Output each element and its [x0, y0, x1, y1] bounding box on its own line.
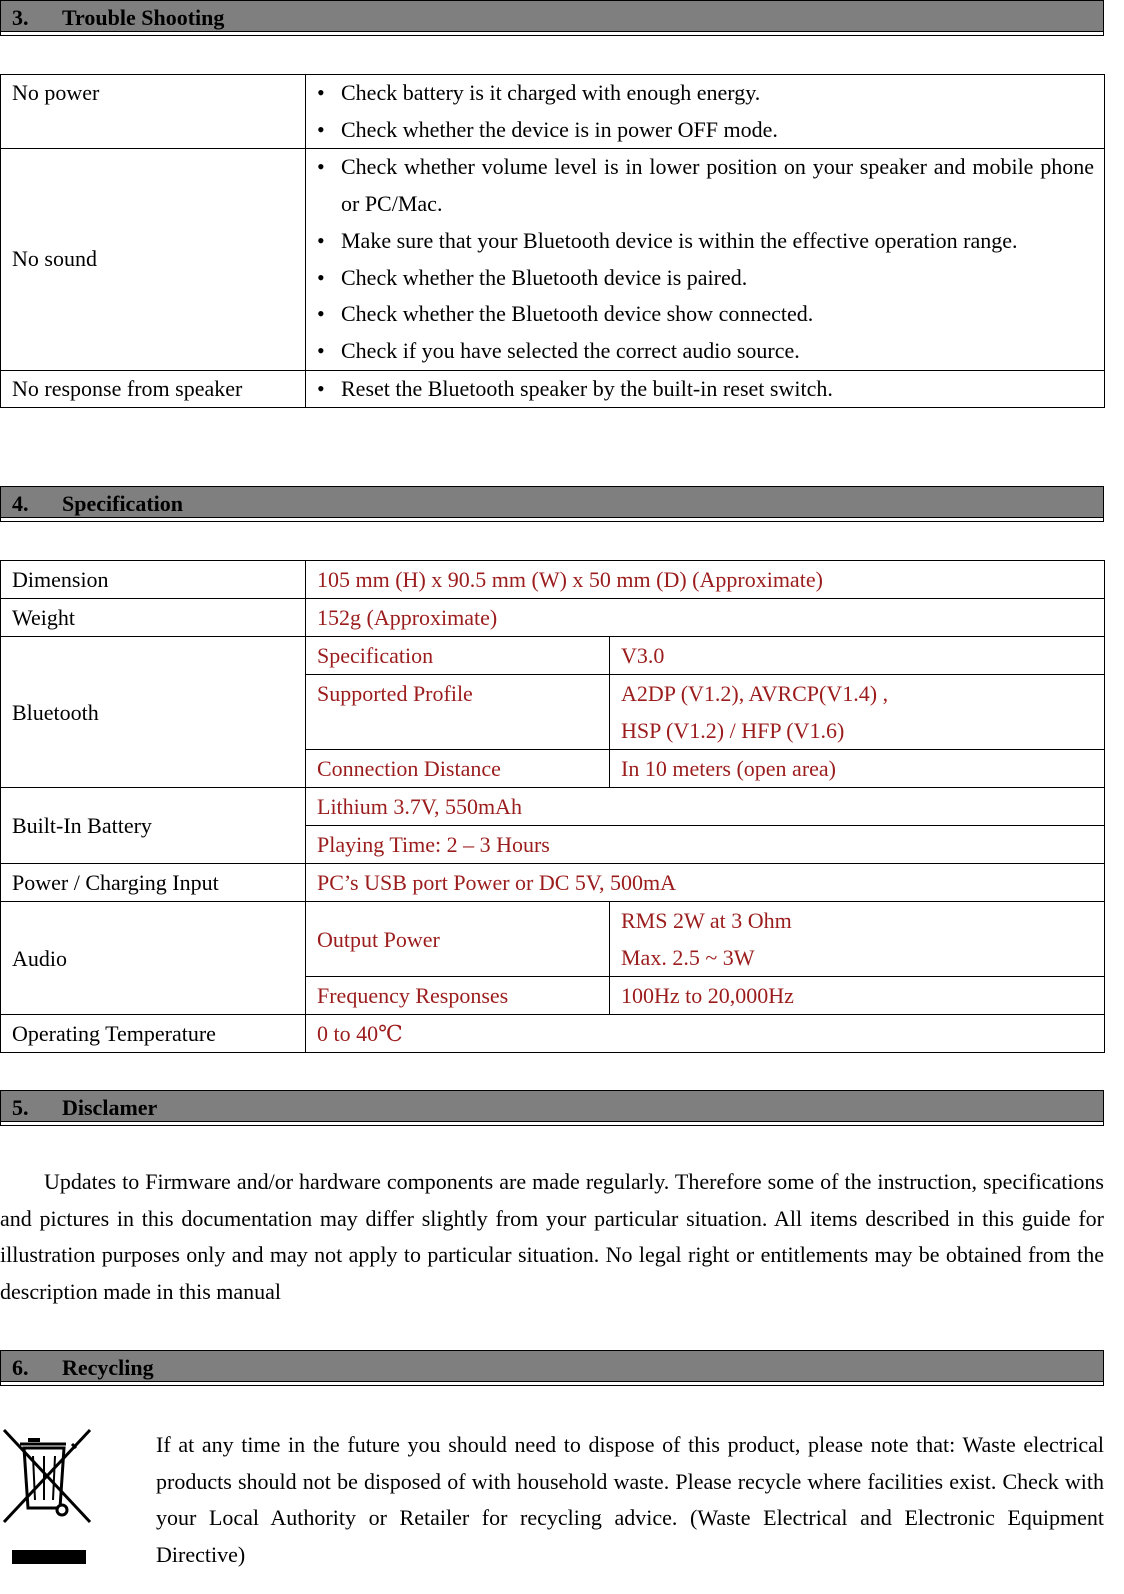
- spec-value: [610, 675, 1105, 750]
- bullet-icon: •: [317, 227, 325, 253]
- spec-sublabel: Frequency Responses: [306, 977, 610, 1015]
- spec-label: Bluetooth: [1, 637, 306, 788]
- spec-value-line: Max. 2.5 ~ 3W: [621, 945, 755, 970]
- spec-value-line: HSP (V1.2) / HFP (V1.6): [621, 718, 845, 743]
- solution-cell: [306, 149, 1105, 370]
- spec-label: Power / Charging Input: [1, 864, 306, 902]
- table-row: [1, 1015, 1105, 1053]
- section-title: Trouble Shooting: [62, 5, 225, 30]
- section-number: 6.: [12, 1355, 29, 1380]
- list-item: • Check whether the device is in power OFF mode.: [317, 112, 1094, 149]
- spec-value: In 10 meters (open area): [610, 750, 1105, 788]
- section-header-disclaimer: [0, 1090, 1104, 1126]
- spec-sublabel: Connection Distance: [306, 750, 610, 788]
- solution-cell: [306, 75, 1105, 149]
- table-row: [1, 902, 1105, 977]
- section-header-recycling: [0, 1350, 1104, 1386]
- bullet-icon: •: [317, 80, 325, 105]
- spec-value: 152g (Approximate): [306, 599, 1105, 637]
- list-item: • Check if you have selected the correct audio source.: [317, 333, 1094, 370]
- spec-label: Weight: [1, 599, 306, 637]
- spec-value: PC’s USB port Power or DC 5V, 500mA: [306, 864, 1105, 902]
- list-item: • Reset the Bluetooth speaker by the built-in reset switch.: [317, 371, 1094, 408]
- bullet-icon: •: [317, 301, 325, 327]
- section-number: 5.: [12, 1095, 29, 1120]
- list-item: • Check battery is it charged with enough energy.: [317, 75, 1094, 112]
- section-title: Specification: [62, 491, 183, 516]
- bullet-icon: •: [317, 337, 325, 363]
- section-number: 4.: [12, 491, 29, 516]
- recycling-paragraph: If at any time in the future you should need to dispose of this product, please note that: Waste electrical products should not be disposed of with household waste. Please recycle where facilities exist. Check with your Local Authority or Retailer for recycling advice. (Waste Electrical and Electronic Equipment Directive): [156, 1432, 1104, 1567]
- spec-label: Built-In Battery: [1, 788, 306, 864]
- bullet-icon: •: [317, 375, 325, 401]
- table-row: [1, 561, 1105, 599]
- spec-value: [610, 902, 1105, 977]
- weee-bin-icon: [0, 1426, 96, 1568]
- spec-sublabel: Specification: [306, 637, 610, 675]
- spec-label: Audio: [1, 902, 306, 1015]
- section-header-specification: [0, 486, 1104, 522]
- spec-value: V3.0: [610, 637, 1105, 675]
- spec-value: 105 mm (H) x 90.5 mm (W) x 50 mm (D) (Approximate): [306, 561, 1105, 599]
- section-number: 3.: [12, 5, 29, 30]
- table-row: [1, 149, 1105, 370]
- list-item: • Check whether volume level is in lower position on your speaker and mobile phone or PC/Mac.: [317, 149, 1094, 222]
- bullet-icon: •: [317, 154, 325, 180]
- table-row: [1, 788, 1105, 826]
- spec-label: Dimension: [1, 561, 306, 599]
- table-row: [1, 599, 1105, 637]
- spec-value: Lithium 3.7V, 550mAh: [306, 788, 1105, 826]
- bullet-icon: •: [317, 264, 325, 290]
- section-title: Recycling: [62, 1355, 154, 1380]
- solution-cell: [306, 370, 1105, 408]
- spec-value: 100Hz to 20,000Hz: [610, 977, 1105, 1015]
- disclaimer-paragraph: Updates to Firmware and/or hardware components are made regularly. Therefore some of the instruction, specifications and pictures in this documentation may differ slightly from your particular situation. All items described in this guide for illustration purposes only and may not apply to particular situation. No legal right or entitlements may be obtained from the description made in this manual: [0, 1169, 1104, 1304]
- list-item: • Make sure that your Bluetooth device is within the effective operation range.: [317, 223, 1094, 260]
- table-row: [1, 75, 1105, 149]
- spec-label: Operating Temperature: [1, 1015, 306, 1053]
- spec-value-line: A2DP (V1.2), AVRCP(V1.4) ,: [621, 681, 889, 706]
- problem-cell: No sound: [1, 149, 306, 370]
- table-row: [1, 637, 1105, 675]
- bullet-icon: •: [317, 116, 325, 142]
- table-row: [1, 864, 1105, 902]
- section-title: Disclamer: [62, 1095, 158, 1120]
- list-item: • Check whether the Bluetooth device is paired.: [317, 260, 1094, 297]
- table-row: [1, 370, 1105, 408]
- problem-cell: No power: [1, 75, 306, 149]
- spec-sublabel: Output Power: [306, 902, 610, 977]
- specification-table: [0, 560, 1105, 1053]
- troubleshooting-table: [0, 74, 1105, 408]
- spec-value: 0 to 40℃: [306, 1015, 1105, 1053]
- list-item: • Check whether the Bluetooth device show connected.: [317, 296, 1094, 333]
- problem-cell: No response from speaker: [1, 370, 306, 408]
- spec-value-line: RMS 2W at 3 Ohm: [621, 908, 792, 933]
- spec-value: Playing Time: 2 – 3 Hours: [306, 826, 1105, 864]
- spec-sublabel: Supported Profile: [306, 675, 610, 750]
- section-header-troubleshooting: [0, 0, 1104, 36]
